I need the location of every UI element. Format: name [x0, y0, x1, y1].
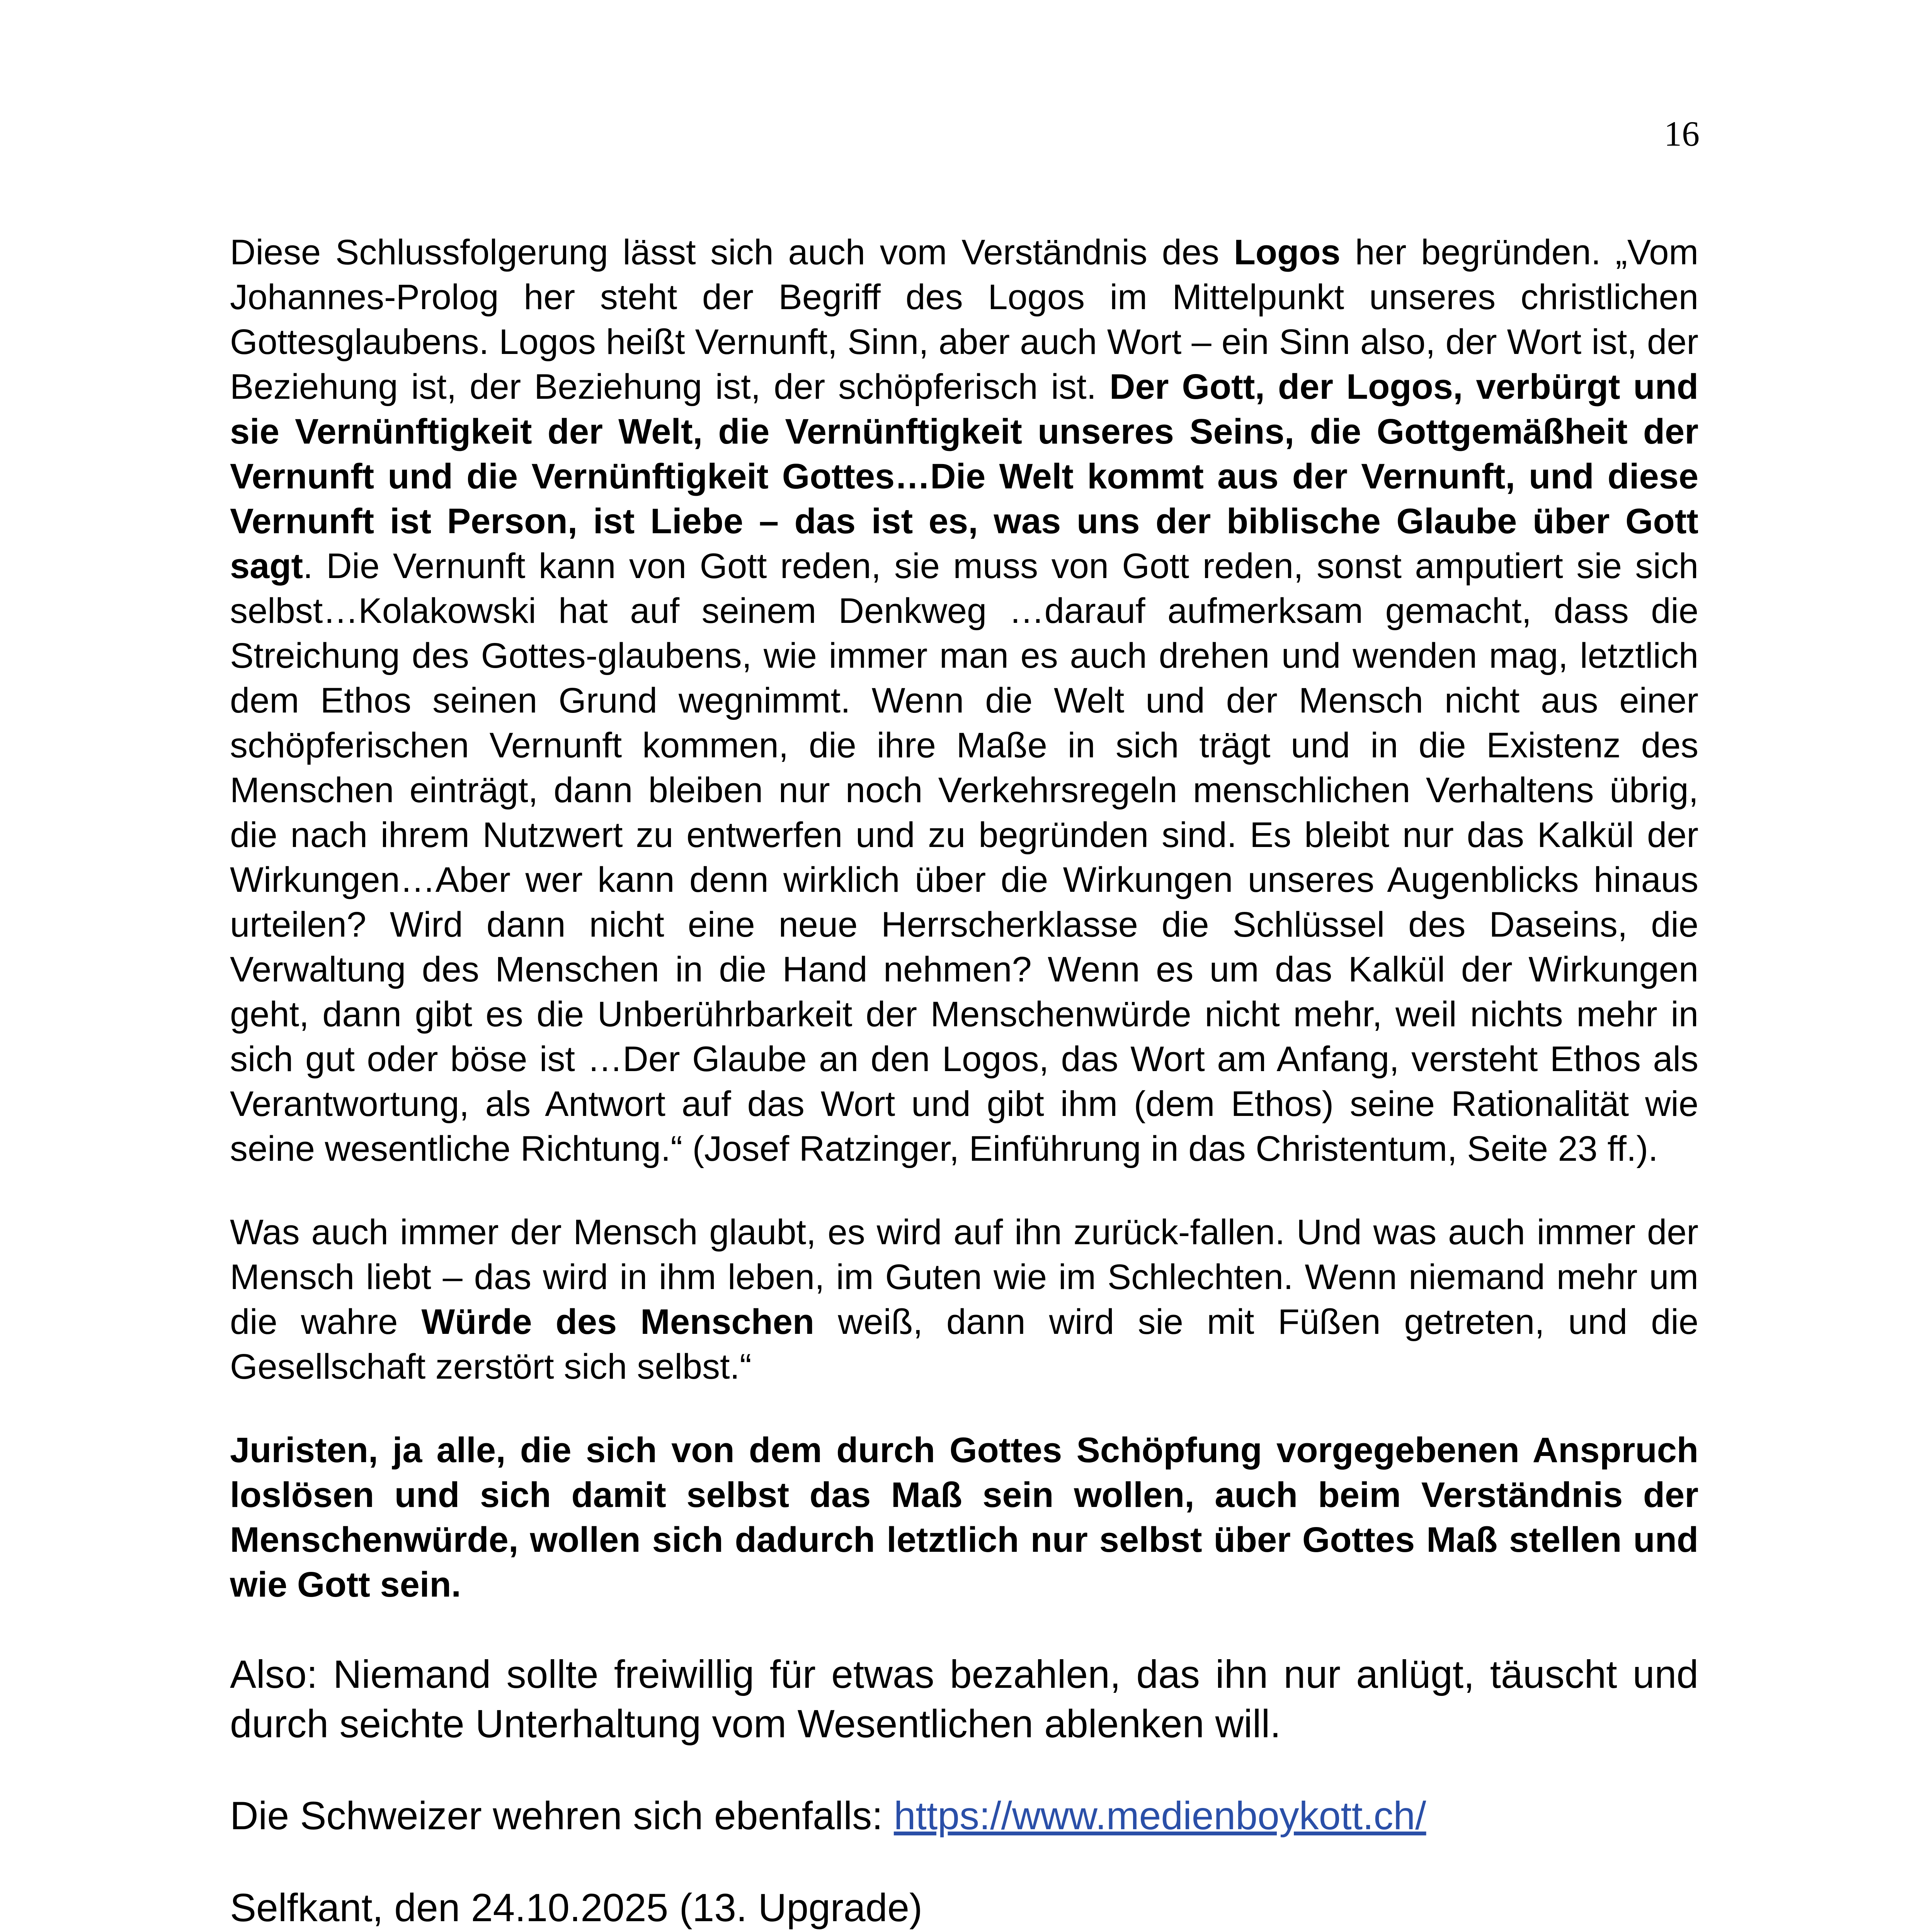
- paragraph-text: Was auch immer der Mensch glaubt, es wird auf ihn zurück-fallen. Und was auch immer der Mensch liebt – das wird in ihm leben, im Guten wie im Schlechten. Wenn niemand mehr um die wahre: [230, 1213, 1698, 1342]
- page-number: 16: [1664, 114, 1700, 153]
- paragraph-conclusion: Also: Niemand sollte freiwillig für etwas bezahlen, das ihn nur anlügt, täuscht und durch seichte Unterhaltung vom Wesentlichen ablenken will.: [230, 1652, 1698, 1746]
- paragraph-jurists: [230, 1428, 1698, 1607]
- paragraph-spacer: [230, 1389, 1698, 1428]
- paragraph-text: . Die Vernunft kann von Gott reden, sie muss von Gott reden, sonst amputiert sie sich selbst…Kolakowski hat auf seinem Denkweg …darauf aufmerksam gemacht, dass die Streichung des Gottes-glaubens, wie immer man es auch drehen und wenden mag, letztlich dem Ethos seinen Grund wegnimmt. Wenn die Welt und der Mensch nicht aus einer schöpferischen Vernunft kommen, die ihre Maße in sich trägt und in die Existenz des Menschen einträgt, dann bleiben nur noch Verkehrsregeln menschlichen Verhaltens übrig, die nach ihrem Nutzwert zu entwerfen und zu begründen sind. Es bleibt nur das Kalkül der Wirkungen…Aber wer kann denn wirklich über die Wirkungen unseres Augenblicks hinaus urteilen? Wird dann nicht eine neue Herrscherklasse die Schlüssel des Daseins, die Verwaltung des Menschen in die Hand nehmen? Wenn es um das Kalkül der Wirkungen geht, dann gibt es die Unberührbarkeit der Menschenwürde nicht mehr, weil nichts mehr in sich gut oder böse ist …Der Glaube an den Logos, das Wort am Anfang, versteht Ethos als Verantwortung, als Antwort auf das Wort und gibt ihm (dem Ethos) seine Rationalität wie seine wesentliche Richtung.“ (Josef Ratzinger, Einführung in das Christentum, Seite 23 ff.).: [230, 546, 1698, 1168]
- paragraph-spacer: [230, 1171, 1698, 1210]
- paragraph-swiss: [230, 1791, 1698, 1840]
- date-line: Selfkant, den 24.10.2025 (13. Upgrade): [230, 1886, 922, 1930]
- paragraph-spacer: [230, 1607, 1698, 1650]
- bold-paragraph-text: Juristen, ja alle, die sich von dem durch Gottes Schöpfung vorgegebenen Anspruch loslösen und sich damit selbst das Maß sein wollen, auch beim Verständnis der Menschenwürde, wollen sich dadurch letztlich nur selbst über Gottes Maß stellen und wie Gott sein.: [230, 1430, 1698, 1604]
- paragraph-spacer: [230, 1840, 1698, 1883]
- medienboykott-link[interactable]: https://www.medienboykott.ch/: [893, 1794, 1426, 1838]
- page-content: [230, 230, 1698, 1932]
- bold-term-dignity: Würde des Menschen: [421, 1302, 815, 1342]
- paragraph-text: her begründen. „Vom Johannes-Prolog her steht der Begriff des Logos im Mittelpunkt unseres christlichen Gottesglaubens. Logos heißt Vernunft, Sinn, aber auch Wort – ein Sinn also, der Wort ist, der Beziehung ist, der Beziehung ist, der schöpferisch ist.: [230, 233, 1698, 406]
- paragraph-text: Die Schweizer wehren sich ebenfalls:: [230, 1794, 894, 1838]
- paragraph-human-dignity: [230, 1210, 1698, 1389]
- paragraph-text: Diese Schlussfolgerung lässt sich auch vom Verständnis des: [230, 233, 1234, 272]
- bold-term-logos: Logos: [1234, 233, 1341, 272]
- paragraph-logos-quote: [230, 230, 1698, 1171]
- paragraph-text: weiß, dann wird sie mit Füßen getreten, und die Gesellschaft zerstört sich selbst.“: [230, 1302, 1698, 1386]
- bold-quote-passage: Der Gott, der Logos, verbürgt und sie Vernünftigkeit der Welt, die Vernünftigkeit unseres Seins, die Gottgemäßheit der Vernunft und die Vernünftigkeit Gottes…Die Welt kommt aus der Vernunft, und diese Vernunft ist Person, ist Liebe – das ist es, was uns der biblische Glaube über Gott sagt: [230, 367, 1699, 586]
- paragraph-spacer: [230, 1748, 1698, 1791]
